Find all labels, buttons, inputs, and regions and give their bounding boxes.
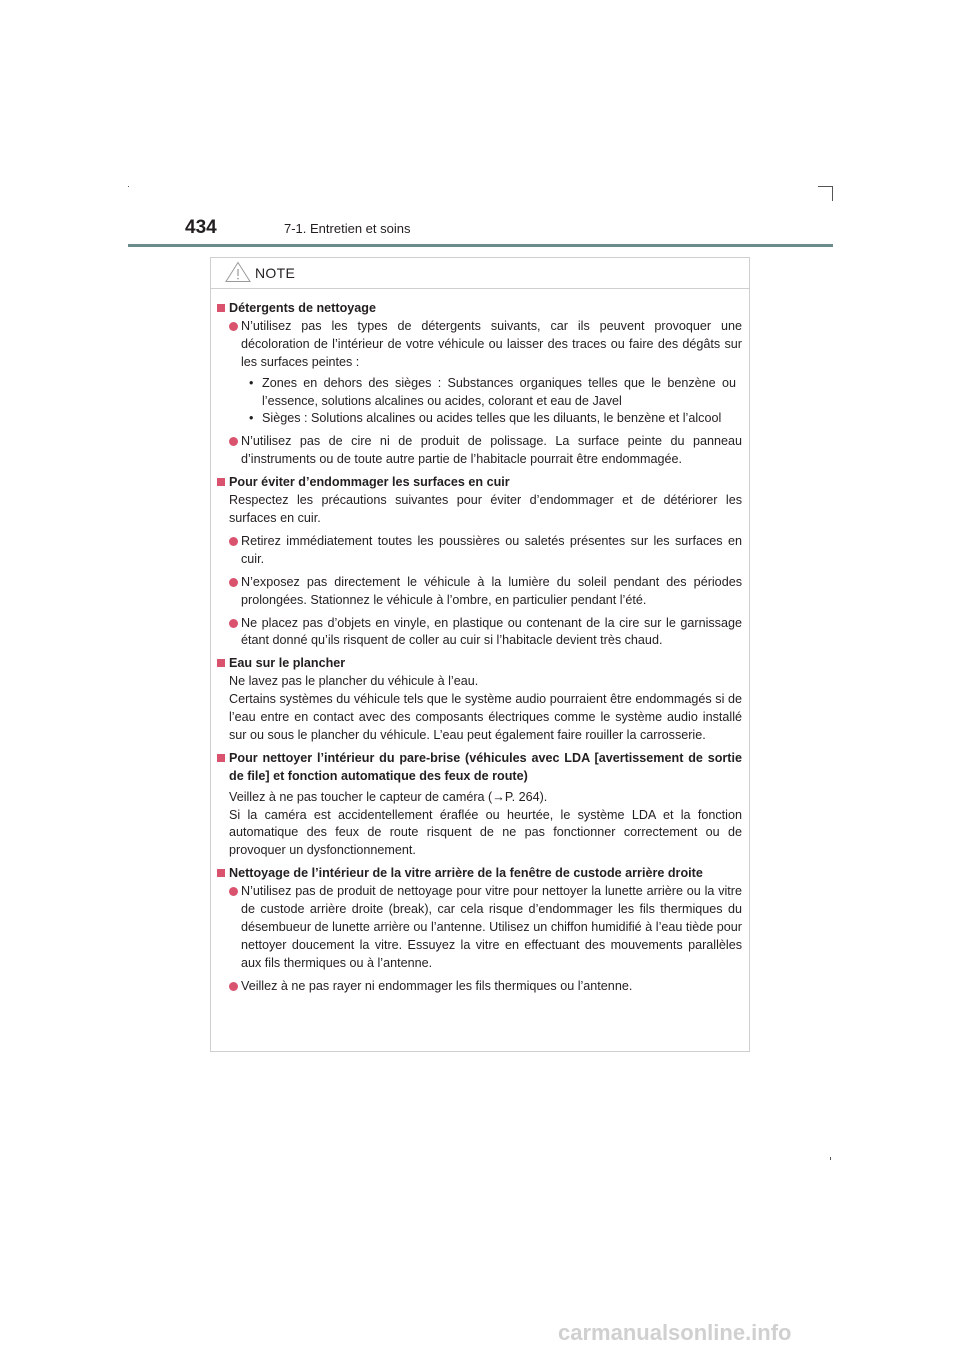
bullet-item: N’utilisez pas de produit de nettoyage pour vitre pour nettoyer la lunette arrière ou la vitre de custode arrière droite (break), car cela risque d’endommager les fils thermiques du désembueur de lunette arrière ou l’antenne. Utilisez un chiffon humidifié à l’eau tiède pour nettoyer doucement la vitre. Essuyez la vitre en effectuant des mouvements parallèles aux fils thermiques ou à l’antenne.	[217, 883, 742, 973]
round-bullet-icon	[229, 322, 238, 331]
round-bullet-icon	[229, 537, 238, 546]
square-bullet-icon	[217, 869, 225, 877]
note-body	[211, 289, 749, 996]
section-heading: Pour nettoyer l’intérieur du pare-brise (véhicules avec LDA [avertissement de sortie de file] et fonction automatique des feux de route)	[217, 750, 742, 786]
section-heading: Pour éviter d’endommager les surfaces en cuir	[217, 474, 742, 492]
crop-mark-top-left	[128, 186, 129, 187]
paragraph: Respectez les précautions suivantes pour éviter d’endommager et de détériorer les surfaces en cuir.	[229, 493, 742, 525]
section-heading: Détergents de nettoyage	[217, 300, 742, 318]
note-section-floor-water	[217, 655, 742, 745]
round-bullet-icon	[229, 619, 238, 628]
sub-list-item: • Zones en dehors des sièges : Substances organiques telles que le benzène ou l’essence, solutions alcalines ou acides, colorant et eau de Javel	[249, 375, 736, 408]
round-bullet-icon	[229, 887, 238, 896]
round-bullet-icon	[229, 437, 238, 446]
crop-mark-top-right-v	[832, 186, 833, 201]
sub-list	[217, 375, 742, 429]
square-bullet-icon	[217, 478, 225, 486]
note-label: NOTE	[255, 265, 296, 281]
square-bullet-icon	[217, 304, 225, 312]
square-bullet-icon	[217, 754, 225, 762]
dot-marker-icon: •	[249, 375, 254, 390]
note-header	[211, 258, 749, 289]
note-section-leather	[217, 474, 742, 650]
header-rule	[128, 244, 833, 247]
bullet-item: Retirez immédiatement toutes les poussières ou saletés présentes sur les surfaces en cuir.	[217, 533, 742, 569]
page-number: 434	[185, 217, 217, 238]
warning-triangle-icon	[225, 261, 251, 283]
crop-mark-top-right-h	[818, 186, 833, 187]
section-title: 7-1. Entretien et soins	[284, 221, 411, 236]
round-bullet-icon	[229, 578, 238, 587]
bullet-item: N’exposez pas directement le véhicule à la lumière du soleil pendant des périodes prolongées. Stationnez le véhicule à l’ombre, en particulier pendant l’été.	[217, 574, 742, 610]
note-section-detergents	[217, 300, 742, 469]
paragraph: Ne lavez pas le plancher du véhicule à l’eau.	[229, 674, 479, 689]
section-heading: Eau sur le plancher	[217, 655, 742, 673]
dot-marker-icon: •	[249, 411, 254, 426]
bullet-item: Veillez à ne pas rayer ni endommager les fils thermiques ou l’antenne.	[217, 978, 742, 996]
sub-list-item: • Sièges : Solutions alcalines ou acides telles que les diluants, le benzène et l’alcool	[217, 410, 742, 428]
crop-mark-bottom-right	[830, 1157, 831, 1160]
square-bullet-icon	[217, 659, 225, 667]
bullet-item: N’utilisez pas de cire ni de produit de polissage. La surface peinte du panneau d’instruments ou de toute autre partie de l’habitacle pourrait être endommagée.	[217, 433, 742, 469]
watermark: carmanualsonline.info	[558, 1320, 792, 1345]
note-section-rear-window	[217, 865, 742, 995]
note-box	[210, 257, 750, 1052]
paragraph: Veillez à ne pas toucher le capteur de caméra (→P. 264).	[229, 789, 548, 804]
note-section-windshield	[217, 750, 742, 860]
paragraph: Certains systèmes du véhicule tels que le système audio pourraient être endommagés si de l’eau entre en contact avec des composants électriques comme le système audio installé sur ou sous le plancher du véhicule. L’eau peut également faire rouiller la carrosserie.	[229, 692, 742, 742]
section-heading: Nettoyage de l’intérieur de la vitre arrière de la fenêtre de custode arrière droite	[217, 865, 742, 883]
bullet-item: Ne placez pas d’objets en vinyle, en plastique ou contenant de la cire sur le garnissage étant donné qu’ils risquent de coller au cuir si l’habitacle devient très chaud.	[217, 615, 742, 651]
bullet-item: N’utilisez pas les types de détergents suivants, car ils peuvent provoquer une décoloration de l’intérieur de votre véhicule ou laisser des traces ou faire des dégâts sur les surfaces peintes :	[217, 318, 742, 372]
paragraph: Si la caméra est accidentellement éraflée ou heurtée, le système LDA et la fonction automatique des feux de route risquent de ne pas fonctionner correctement ou de provoquer un dysfonctionnement.	[229, 807, 742, 858]
round-bullet-icon	[229, 982, 238, 991]
page-header	[128, 216, 833, 246]
